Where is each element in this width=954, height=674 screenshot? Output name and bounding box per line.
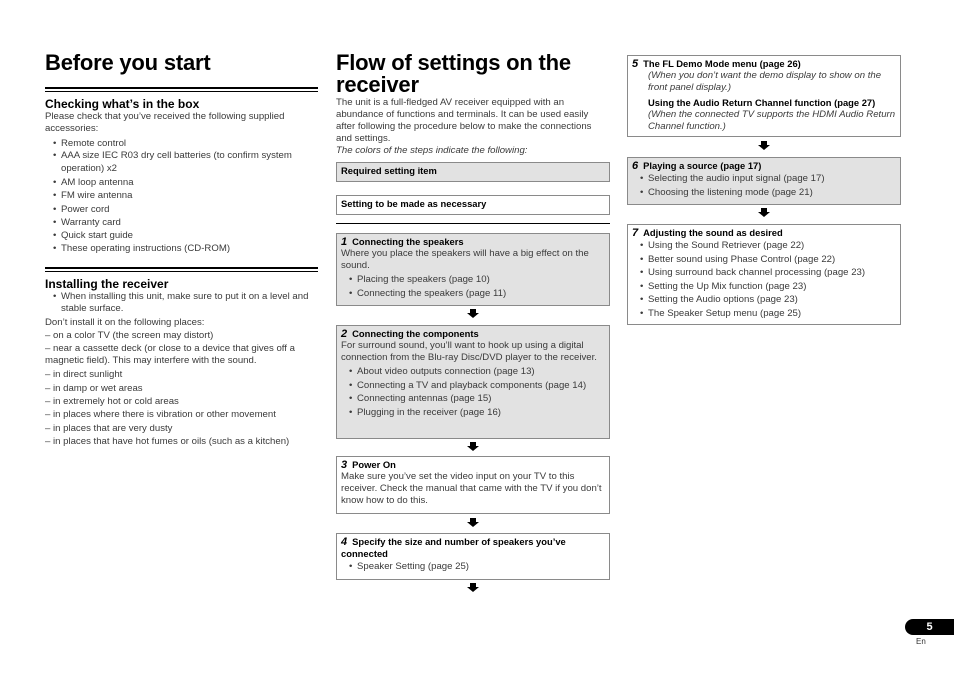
step-heading: [632, 160, 896, 172]
legend-necessary: [336, 195, 610, 215]
step-items: [632, 239, 896, 320]
list-item: • AAA size IEC R03 dry cell batteries (to confirm system operation) x2: [53, 150, 318, 175]
step-title: Connecting the speakers: [352, 236, 464, 247]
list-item: • FM wire antenna: [53, 189, 318, 202]
step-text: For surround sound, you’ll want to hook up using a digital connection from the Blu-ray Disc/DVD player to the receiver.: [341, 340, 597, 363]
step-5-box: [627, 55, 901, 137]
step-number: 3: [341, 459, 348, 471]
list-item: • Warranty card: [53, 216, 318, 229]
down-arrow-icon: [467, 583, 479, 592]
down-arrow-icon: [467, 518, 479, 527]
list-item: • Better sound using Phase Control (page 22): [640, 253, 896, 267]
step-number: 6: [632, 160, 639, 172]
list-item: • These operating instructions (CD-ROM): [53, 242, 318, 255]
down-arrow-icon: [467, 442, 479, 451]
step-heading: [341, 459, 605, 471]
list-item: – in places where there is vibration or other movement: [45, 409, 276, 421]
step-6-box: [627, 157, 901, 205]
avoid-list: [45, 329, 318, 448]
step-number: 4: [341, 536, 348, 548]
list-item: • Plugging in the receiver (page 16): [349, 406, 605, 420]
step-note: (When the connected TV supports the HDMI Audio Return Channel function.): [648, 109, 896, 132]
flow-intro-block: [336, 97, 610, 158]
section-heading: Checking what’s in the box: [45, 97, 200, 111]
list-item: • Speaker Setting (page 25): [349, 560, 605, 574]
list-item: – in direct sunlight: [45, 369, 123, 381]
step-note: (When you don’t want the demo display to show on the front panel display.): [648, 70, 882, 93]
step-7-box: [627, 224, 901, 325]
step-heading: [341, 236, 605, 248]
flow-intro: The unit is a full-fledged AV receiver equipped with an abundance of functions and terminals. It can be used easily after following the procedure below to make the connections and settings.: [336, 97, 592, 145]
step-title: Adjusting the sound as desired: [643, 227, 783, 238]
legend-necessary-label: Setting to be made as necessary: [341, 198, 487, 209]
legend-required-label: Required setting item: [341, 165, 437, 176]
divider: [336, 223, 610, 224]
list-item: • Quick start guide: [53, 229, 318, 242]
list-item: • When installing this unit, make sure to put it on a level and stable surface.: [53, 291, 318, 316]
step-title: Playing a source (page 17): [643, 160, 762, 171]
list-item: • Choosing the listening mode (page 21): [640, 186, 896, 200]
list-item: • Setting the Up Mix function (page 23): [640, 280, 896, 294]
step-number: 5: [632, 58, 639, 70]
installing-bullets: [45, 291, 318, 316]
section-rule: [45, 267, 318, 272]
step-text: Make sure you’ve set the video input on your TV to this receiver. Check the manual that came with the TV if you don’t know how to do this.: [341, 471, 602, 506]
step-3-box: [336, 456, 610, 514]
section-rule: [45, 87, 318, 92]
list-item: • Power cord: [53, 203, 318, 216]
step-items: [632, 172, 896, 199]
step-number: 7: [632, 227, 639, 239]
down-arrow-icon: [758, 141, 770, 150]
installing-section: [45, 267, 318, 448]
list-item: • Placing the speakers (page 10): [349, 273, 605, 287]
list-item: – in places that have hot fumes or oils (such as a kitchen): [45, 435, 290, 447]
step-subtitle: Using the Audio Return Channel function (page 27): [648, 97, 876, 108]
down-arrow-icon: [467, 309, 479, 318]
step-title: The FL Demo Mode menu (page 26): [643, 58, 801, 69]
step-items: [341, 273, 605, 300]
step-title: Power On: [352, 459, 396, 470]
language-label: En: [916, 637, 926, 646]
list-item: – in places that are very dusty: [45, 422, 173, 434]
page-number-tab: 5: [905, 619, 954, 635]
step-title: Specify the size and number of speakers you’ve connected: [341, 536, 566, 559]
list-item: • Connecting antennas (page 15): [349, 392, 605, 406]
step-items: [341, 560, 605, 574]
section-intro: Please check that you’ve received the following supplied accessories:: [45, 111, 285, 135]
step-heading: [341, 536, 605, 560]
flow-title: Flow of settings on the receiver: [336, 50, 571, 97]
step-text: Where you place the speakers will have a big effect on the sound.: [341, 248, 589, 271]
step-number: 1: [341, 236, 348, 248]
checking-section: [45, 87, 318, 256]
list-item: – on a color TV (the screen may distort): [45, 330, 214, 342]
step-4-box: [336, 533, 610, 580]
installing-intro: Don’t install it on the following places:: [45, 316, 205, 328]
page-title: Before you start: [45, 50, 211, 75]
list-item: – in damp or wet areas: [45, 382, 143, 394]
step-heading: [632, 227, 896, 239]
list-item: • Using surround back channel processing (page 23): [640, 266, 896, 280]
list-item: • Selecting the audio input signal (page 17): [640, 172, 896, 186]
list-item: • Setting the Audio options (page 23): [640, 293, 896, 307]
legend-required: [336, 162, 610, 182]
list-item: – near a cassette deck (or close to a device that gives off a magnetic field). This may interfere with the sound.: [45, 342, 295, 366]
list-item: • Connecting a TV and playback components (page 14): [349, 379, 605, 393]
accessory-list: [45, 137, 318, 256]
step-title: Connecting the components: [352, 328, 479, 339]
list-item: • The Speaker Setup menu (page 25): [640, 307, 896, 321]
list-item: • AM loop antenna: [53, 176, 318, 189]
down-arrow-icon: [758, 208, 770, 217]
step-number: 2: [341, 328, 348, 340]
list-item: • About video outputs connection (page 13): [349, 365, 605, 379]
step-heading: [341, 328, 605, 340]
list-item: • Using the Sound Retriever (page 22): [640, 239, 896, 253]
step-heading: [632, 58, 896, 70]
list-item: • Remote control: [53, 137, 318, 150]
step-1-box: [336, 233, 610, 306]
step-items: [341, 365, 605, 419]
legend-note: The colors of the steps indicate the following:: [336, 145, 528, 157]
step-2-box: [336, 325, 610, 439]
list-item: – in extremely hot or cold areas: [45, 395, 179, 407]
section-heading: Installing the receiver: [45, 277, 169, 291]
list-item: • Connecting the speakers (page 11): [349, 287, 605, 301]
